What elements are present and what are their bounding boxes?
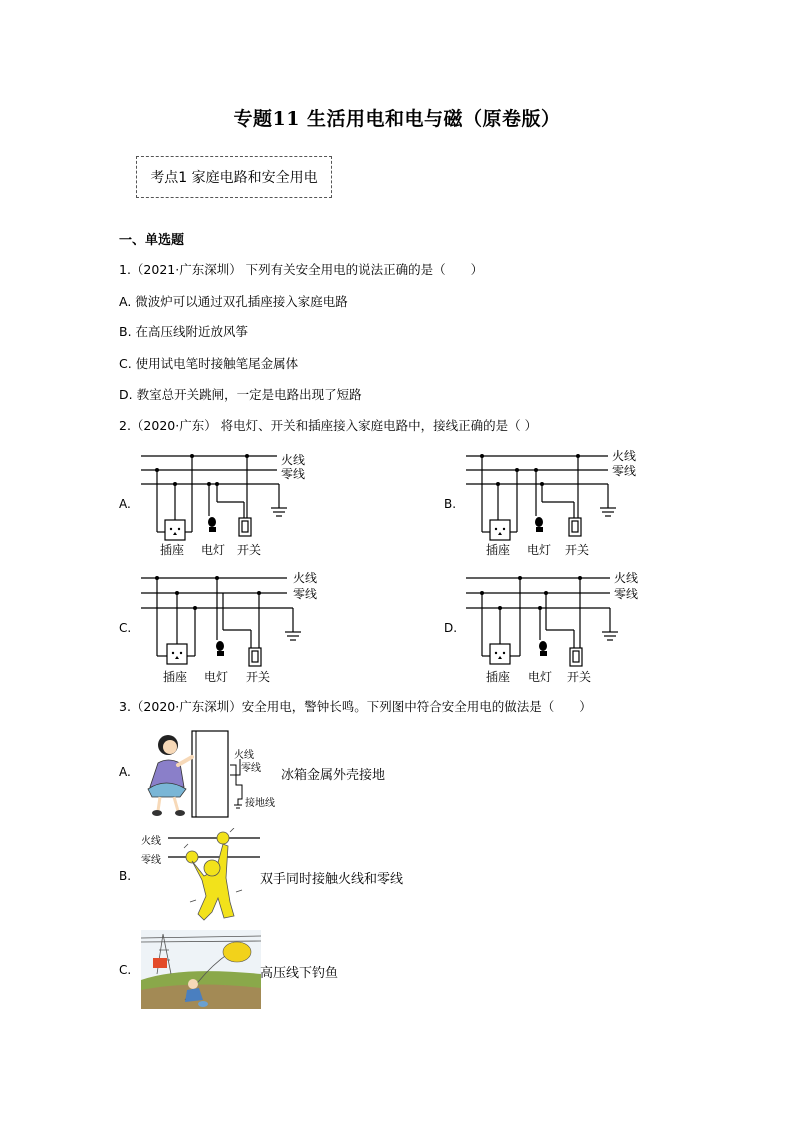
question-1-option-c: C. 使用试电笔时接触笔尾金属体: [119, 356, 299, 371]
question-1-option-b: B. 在高压线附近放风筝: [119, 324, 249, 339]
q2-c-socket-label: 插座: [163, 670, 188, 684]
q3-option-a-letter: A.: [119, 765, 131, 779]
q3-option-c-letter: C.: [119, 963, 132, 977]
q2-a-neutral-label: 零线: [281, 467, 306, 481]
q2-d-socket-label: 插座: [486, 670, 511, 684]
q2-c-lamp-label: 电灯: [204, 670, 229, 684]
q3-option-b-caption: 双手同时接触火线和零线: [260, 872, 404, 887]
q2-option-b-letter: B.: [444, 497, 457, 511]
q2-option-c-letter: C.: [119, 621, 132, 635]
q2-d-neutral-label: 零线: [614, 587, 639, 601]
q2-circuit-c: [137, 568, 317, 683]
q2-b-switch-label: 开关: [565, 543, 590, 557]
q2-c-switch-label: 开关: [246, 670, 271, 684]
question-2-stem: 2.（2020·广东） 将电灯、开关和插座接入家庭电路中，接线正确的是（ ）: [119, 418, 538, 433]
q2-a-lamp-label: 电灯: [201, 543, 226, 557]
q3-option-a-caption: 冰箱金属外壳接地: [281, 768, 386, 783]
q3-b-live-label: 火线: [141, 836, 161, 847]
q2-b-lamp-label: 电灯: [527, 543, 552, 557]
q2-a-switch-label: 开关: [237, 543, 262, 557]
q3-option-c-caption: 高压线下钓鱼: [260, 966, 339, 981]
q2-option-a-letter: A.: [119, 497, 131, 511]
q2-d-switch-label: 开关: [567, 670, 592, 684]
q2-c-live-label: 火线: [293, 571, 318, 585]
q2-a-socket-label: 插座: [160, 543, 185, 557]
q2-d-live-label: 火线: [614, 571, 639, 585]
knowledge-point-label: 考点1 家庭电路和安全用电: [150, 170, 318, 186]
section-heading: 一、单选题: [119, 233, 185, 248]
q3-b-neutral-label: 零线: [141, 855, 161, 866]
q3-a-ground-label: 接地线: [245, 798, 275, 809]
question-1-option-a: A. 微波炉可以通过双孔插座接入家庭电路: [119, 294, 348, 309]
q3-fishing-illustration: [141, 930, 261, 1009]
knowledge-point-box: [136, 156, 332, 198]
q2-b-live-label: 火线: [612, 449, 637, 463]
q2-b-socket-label: 插座: [486, 543, 511, 557]
q3-a-live-label: 火线: [234, 750, 254, 761]
q3-option-b-letter: B.: [119, 869, 132, 883]
question-1-option-d: D. 教室总开关跳闸，一定是电路出现了短路: [119, 387, 362, 402]
question-3-stem: 3.（2020·广东深圳）安全用电，警钟长鸣。下列图中符合安全用电的做法是（ ）: [119, 699, 592, 714]
q2-b-neutral-label: 零线: [612, 464, 637, 478]
question-1-stem: 1.（2021·广东深圳） 下列有关安全用电的说法正确的是（ ）: [119, 262, 484, 277]
q2-a-live-label: 火线: [281, 453, 306, 467]
q3-a-neutral-label: 零线: [241, 763, 261, 774]
q2-d-lamp-label: 电灯: [528, 670, 553, 684]
page-title: 专题11 生活用电和电与磁（原卷版）: [233, 108, 561, 130]
q2-c-neutral-label: 零线: [293, 587, 318, 601]
q2-option-d-letter: D.: [444, 621, 458, 635]
